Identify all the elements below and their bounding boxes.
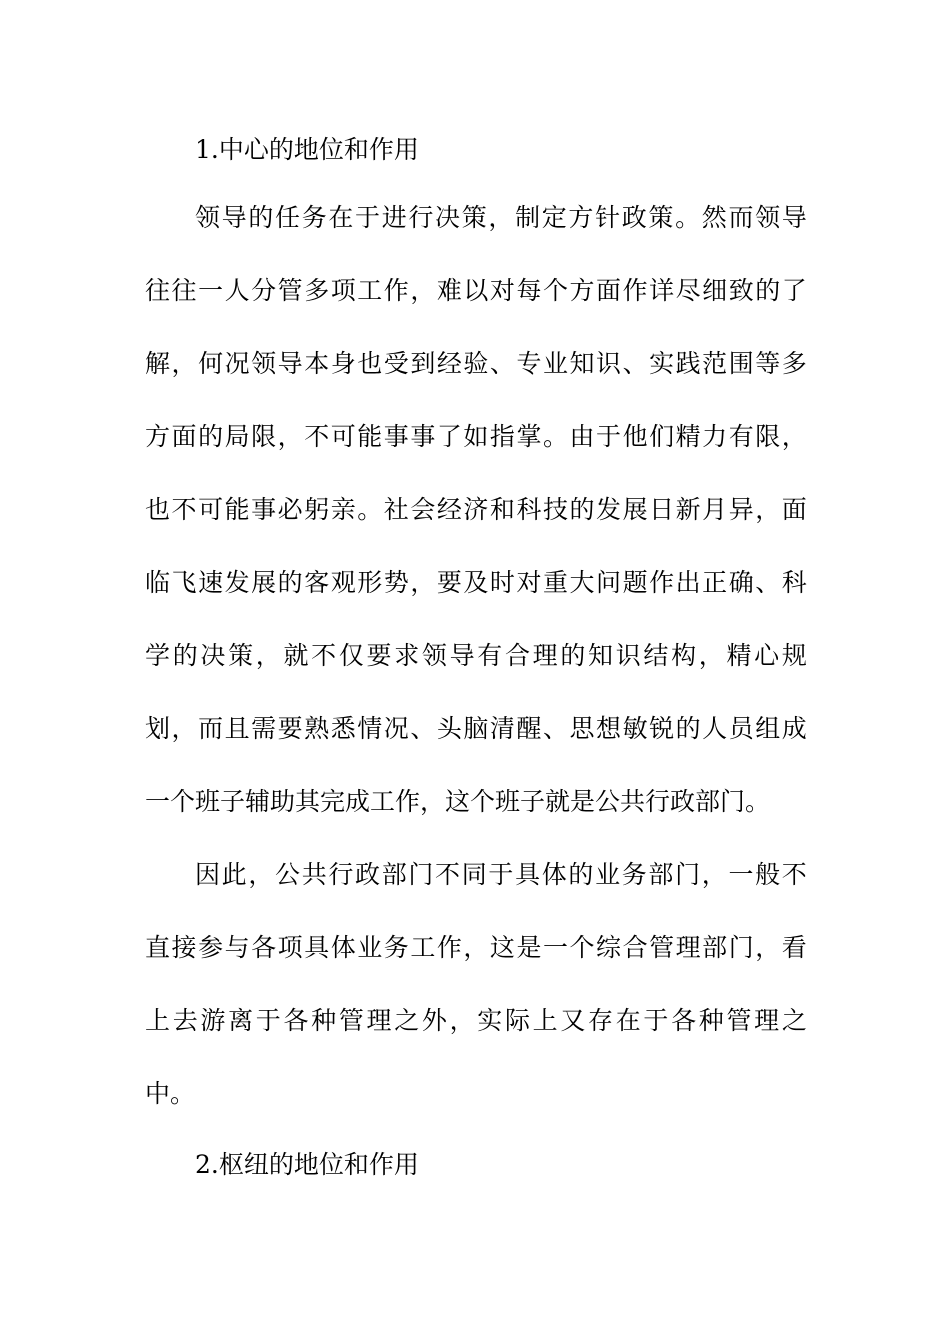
section-heading-2: 2.枢纽的地位和作用	[195, 1150, 419, 1179]
section-heading-1: 1.中心的地位和作用	[195, 135, 419, 164]
paragraph-2-line-3: 上 去 游 离 于 各 种 管 理 之 外 ， 实 际 上 又 存 在 于 各 种 管 理 之	[145, 1006, 807, 1035]
paragraph-1-line-8: 划 ， 而 且 需 要 熟 悉 情 况 、 头 脑 清 醒 、 思 想 敏 锐 的 人 员 组 成	[145, 714, 807, 743]
paragraph-1-line-4: 方 面 的 局 限 ， 不 可 能 事 事 了 如 指 掌 。 由 于 他 们 精 力 有 限 ，	[145, 422, 807, 451]
paragraph-1-line-5: 也 不 可 能 事 必 躬 亲 。 社 会 经 济 和 科 技 的 发 展 日 新 月 异 ， 面	[145, 495, 807, 524]
paragraph-2-line-1: 因 此 ， 公 共 行 政 部 门 不 同 于 具 体 的 业 务 部 门 ， 一 般 不	[195, 860, 807, 889]
paragraph-1-line-7: 学 的 决 策 ， 就 不 仅 要 求 领 导 有 合 理 的 知 识 结 构 ， 精 心 规	[145, 641, 807, 670]
paragraph-1-line-9: 一个班子辅助其完成工作，这个班子就是公共行政部门。	[145, 787, 771, 816]
paragraph-1-line-3: 解 ， 何 况 领 导 本 身 也 受 到 经 验 、 专 业 知 识 、 实 践 范 围 等 多	[145, 349, 807, 378]
paragraph-2-line-2: 直 接 参 与 各 项 具 体 业 务 工 作 ， 这 是 一 个 综 合 管 理 部 门 ， 看	[145, 933, 807, 962]
paragraph-1-line-1: 领 导 的 任 务 在 于 进 行 决 策 ， 制 定 方 针 政 策 。 然 而 领 导	[195, 203, 807, 232]
paragraph-1-line-2: 往 往 一 人 分 管 多 项 工 作 ， 难 以 对 每 个 方 面 作 详 尽 细 致 的 了	[145, 276, 807, 305]
paragraph-2-line-4: 中。	[145, 1079, 196, 1108]
paragraph-1-line-6: 临 飞 速 发 展 的 客 观 形 势 ， 要 及 时 对 重 大 问 题 作 出 正 确 、 科	[145, 568, 807, 597]
